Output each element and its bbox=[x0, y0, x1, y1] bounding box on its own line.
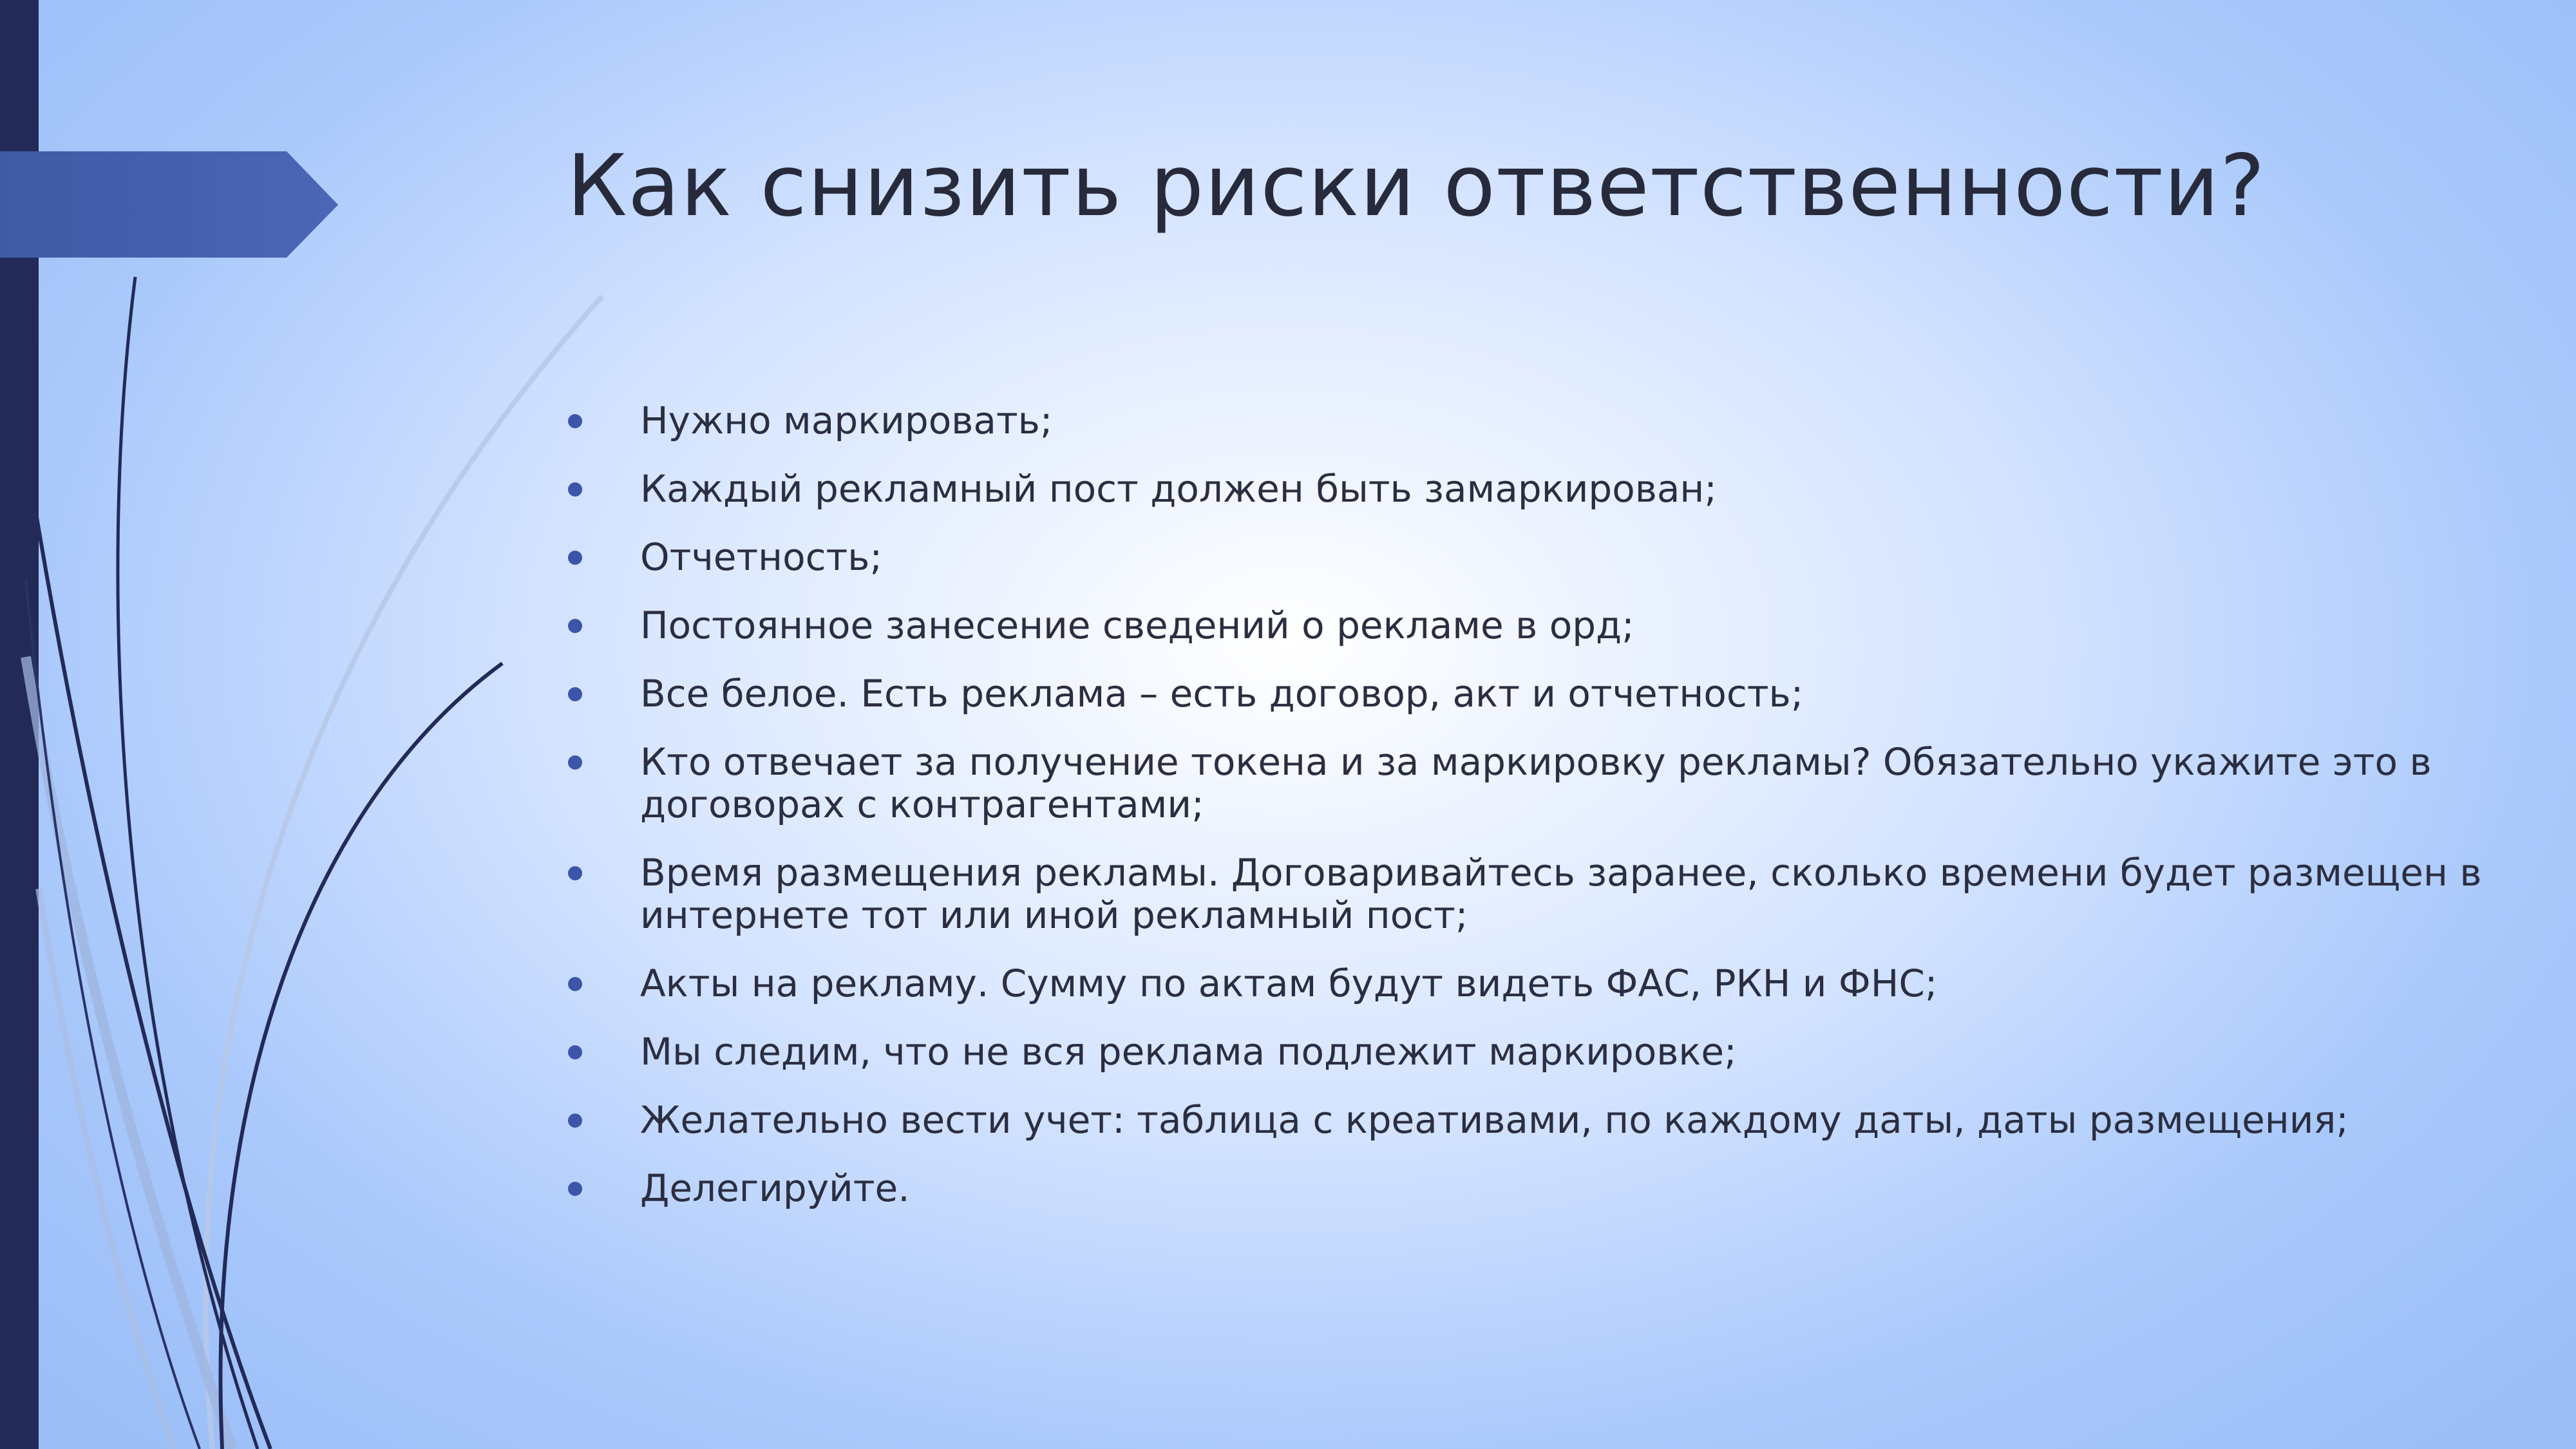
bullet-dot-icon bbox=[568, 977, 582, 991]
bullet-item bbox=[560, 962, 2492, 1005]
bullet-dot-icon bbox=[568, 482, 582, 497]
bullet-item bbox=[560, 672, 2492, 715]
bullet-text: Кто отвечает за получение токена и за маркировку рекламы? Обязательно укажите это в договорах с контрагентами; bbox=[640, 740, 2432, 826]
bullet-item bbox=[560, 399, 2492, 442]
bullet-dot-icon bbox=[568, 1045, 582, 1059]
bullet-text: Нужно маркировать; bbox=[640, 399, 1053, 442]
bullet-text: Все белое. Есть реклама – есть договор, акт и отчетность; bbox=[640, 672, 1804, 715]
bullet-list bbox=[560, 399, 2492, 1235]
bullet-text: Акты на рекламу. Сумму по актам будут видеть ФАС, РКН и ФНС; bbox=[640, 961, 1938, 1005]
dark-curve-3 bbox=[220, 663, 502, 1449]
bullet-item bbox=[560, 1030, 2492, 1073]
bullet-item bbox=[560, 1099, 2492, 1141]
bullet-dot-icon bbox=[568, 551, 582, 565]
title-arrow-shape bbox=[0, 151, 338, 258]
bullet-text: Каждый рекламный пост должен быть замаркирован; bbox=[640, 467, 1717, 511]
light-curve-3 bbox=[39, 889, 174, 1449]
slide-title: Как снизить риски ответственности? bbox=[567, 137, 2266, 236]
dark-curve-2 bbox=[26, 451, 270, 1449]
bullet-dot-icon bbox=[568, 619, 582, 633]
bullet-text: Мы следим, что не вся реклама подлежит маркировке; bbox=[640, 1030, 1737, 1074]
bullet-item bbox=[560, 536, 2492, 578]
bullet-item bbox=[560, 468, 2492, 510]
dark-curve-1 bbox=[118, 277, 258, 1449]
bullet-text: Отчетность; bbox=[640, 535, 882, 579]
light-curve-1 bbox=[205, 296, 602, 1449]
bullet-item bbox=[560, 1167, 2492, 1209]
bullet-item bbox=[560, 851, 2492, 936]
bullet-item bbox=[560, 604, 2492, 647]
bullet-item bbox=[560, 741, 2492, 826]
bullet-dot-icon bbox=[568, 755, 582, 770]
light-curve-2 bbox=[26, 657, 232, 1449]
bullet-dot-icon bbox=[568, 1113, 582, 1128]
bullet-text: Постоянное занесение сведений о рекламе в орд; bbox=[640, 603, 1634, 647]
bullet-text: Желательно вести учет: таблица с креативами, по каждому даты, даты размещения; bbox=[640, 1098, 2349, 1142]
bullet-dot-icon bbox=[568, 414, 582, 428]
dark-curve-4 bbox=[26, 580, 200, 1449]
bullet-dot-icon bbox=[568, 1182, 582, 1196]
bullet-text: Время размещения рекламы. Договаривайтесь заранее, сколько времени будет размещен в интернете тот или иной рекламный пост; bbox=[640, 851, 2482, 937]
bullet-dot-icon bbox=[568, 687, 582, 701]
bullet-text: Делегируйте. bbox=[640, 1166, 910, 1210]
bullet-dot-icon bbox=[568, 866, 582, 880]
